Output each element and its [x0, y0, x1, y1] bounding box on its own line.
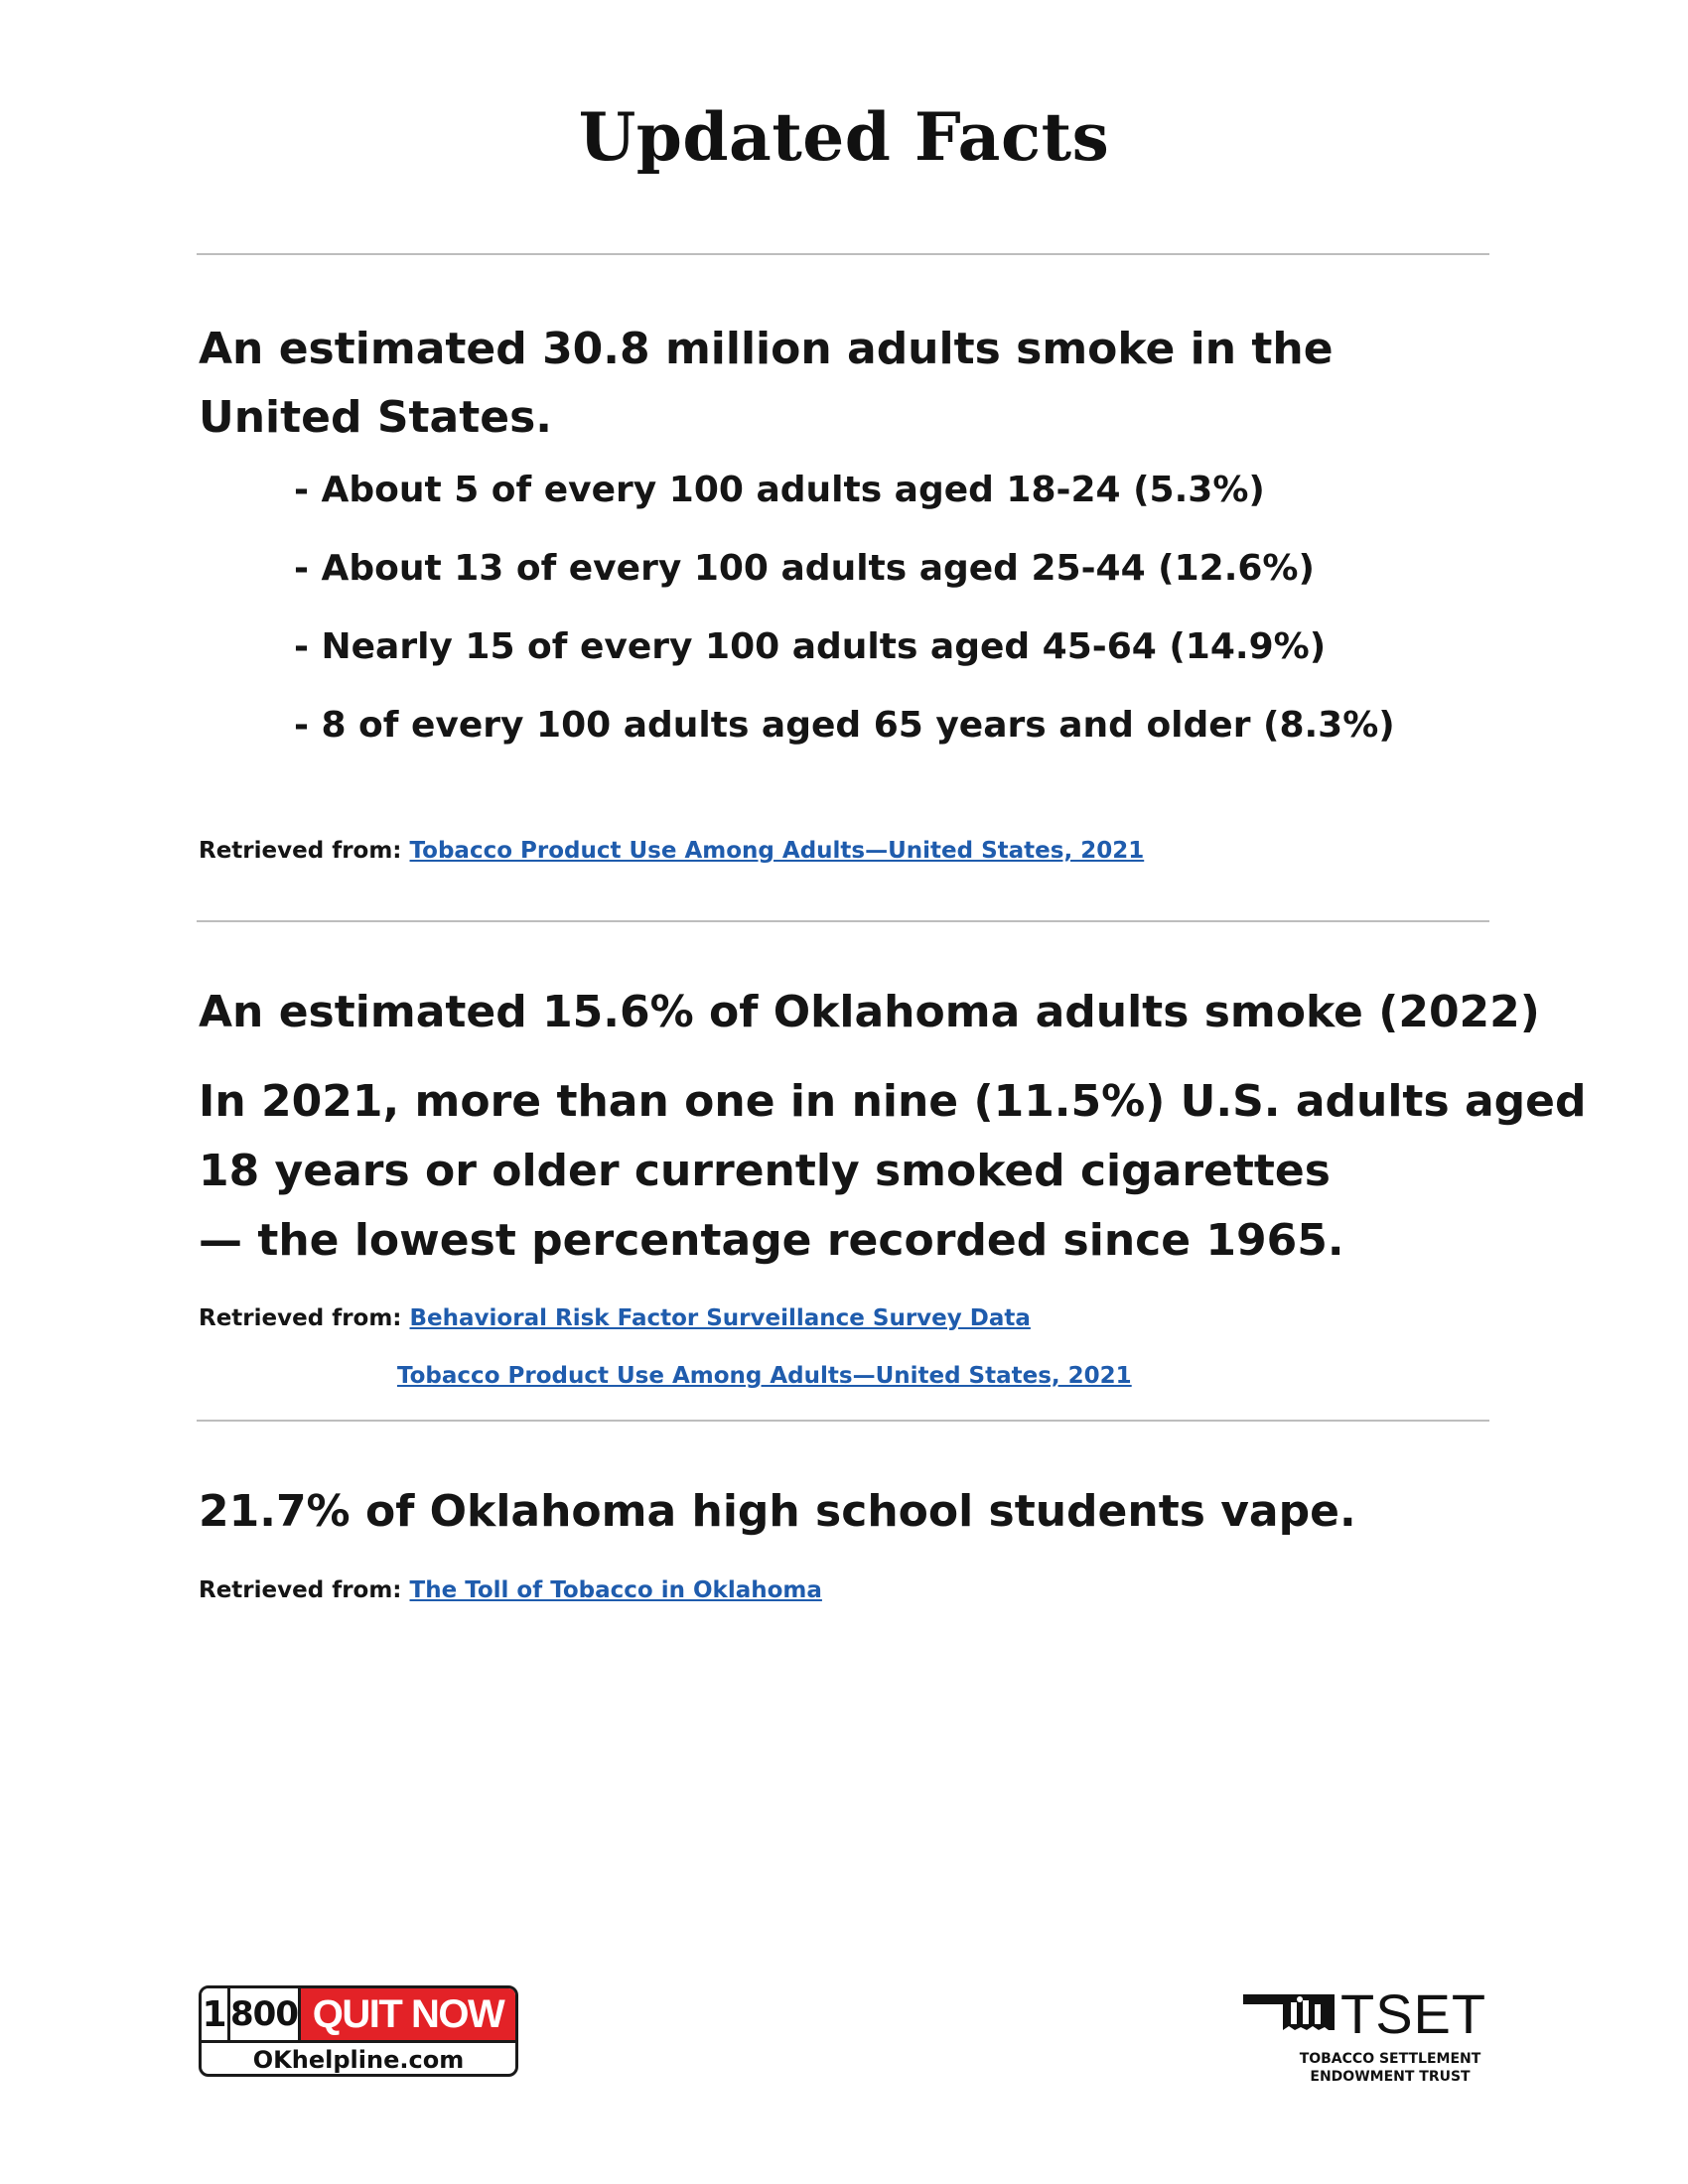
- retrieved-label: Retrieved from:: [199, 1305, 402, 1331]
- list-item: - Nearly 15 of every 100 adults aged 45-64 (14.9%): [294, 626, 1327, 667]
- quitline-logo: [199, 1985, 518, 2077]
- quitline-digit-1: 1: [202, 1988, 230, 2040]
- section3-headline: 21.7% of Oklahoma high school students vape.: [199, 1486, 1356, 1537]
- tset-logo: [1241, 1982, 1499, 2088]
- source-link-brfss[interactable]: Behavioral Risk Factor Surveillance Survey Data: [409, 1305, 1031, 1331]
- quitline-url: OKhelpline.com: [252, 2046, 465, 2074]
- oklahoma-state-icon: [1241, 1990, 1336, 2034]
- source-line: [199, 1303, 1031, 1333]
- section1-headline-line2: United States.: [199, 392, 553, 443]
- retrieved-label: Retrieved from:: [199, 838, 402, 864]
- source-link-toll[interactable]: The Toll of Tobacco in Oklahoma: [409, 1577, 822, 1603]
- age-breakdown-list: [294, 469, 1395, 782]
- retrieved-label: Retrieved from:: [199, 1577, 402, 1603]
- page-title: Updated Facts: [578, 98, 1110, 176]
- list-item: - About 5 of every 100 adults aged 18-24 (5.3%): [294, 470, 1265, 510]
- section2-headline: An estimated 15.6% of Oklahoma adults smoke (2022): [199, 987, 1540, 1037]
- tset-subtitle-line2: ENDOWMENT TRUST: [1310, 2069, 1471, 2085]
- divider: [197, 1420, 1489, 1422]
- list-item: - About 13 of every 100 adults aged 25-44 (12.6%): [294, 548, 1315, 589]
- tset-wordmark: TSET: [1340, 1982, 1487, 2045]
- source-link-tobacco-use[interactable]: Tobacco Product Use Among Adults—United States, 2021: [397, 1363, 1132, 1389]
- section2-statement-line2: 18 years or older currently smoked cigarettes: [199, 1146, 1331, 1196]
- source-line: [199, 836, 1144, 866]
- section2-statement-line1: In 2021, more than one in nine (11.5%) U.S. adults aged: [199, 1076, 1587, 1127]
- source-line: [199, 1575, 822, 1605]
- section2-statement-line3: — the lowest percentage recorded since 1965.: [199, 1215, 1344, 1266]
- quitline-quit-now: QUIT NOW: [301, 1988, 515, 2040]
- divider: [197, 920, 1489, 922]
- divider: [197, 253, 1489, 255]
- tset-subtitle-line1: TOBACCO SETTLEMENT: [1299, 2051, 1481, 2067]
- tset-subtitle: [1281, 2050, 1499, 2086]
- section1-headline-line1: An estimated 30.8 million adults smoke in the: [199, 324, 1334, 374]
- list-item: - 8 of every 100 adults aged 65 years and older (8.3%): [294, 705, 1395, 746]
- quitline-digits-800: 800: [230, 1988, 301, 2040]
- source-link[interactable]: Tobacco Product Use Among Adults—United States, 2021: [409, 838, 1145, 864]
